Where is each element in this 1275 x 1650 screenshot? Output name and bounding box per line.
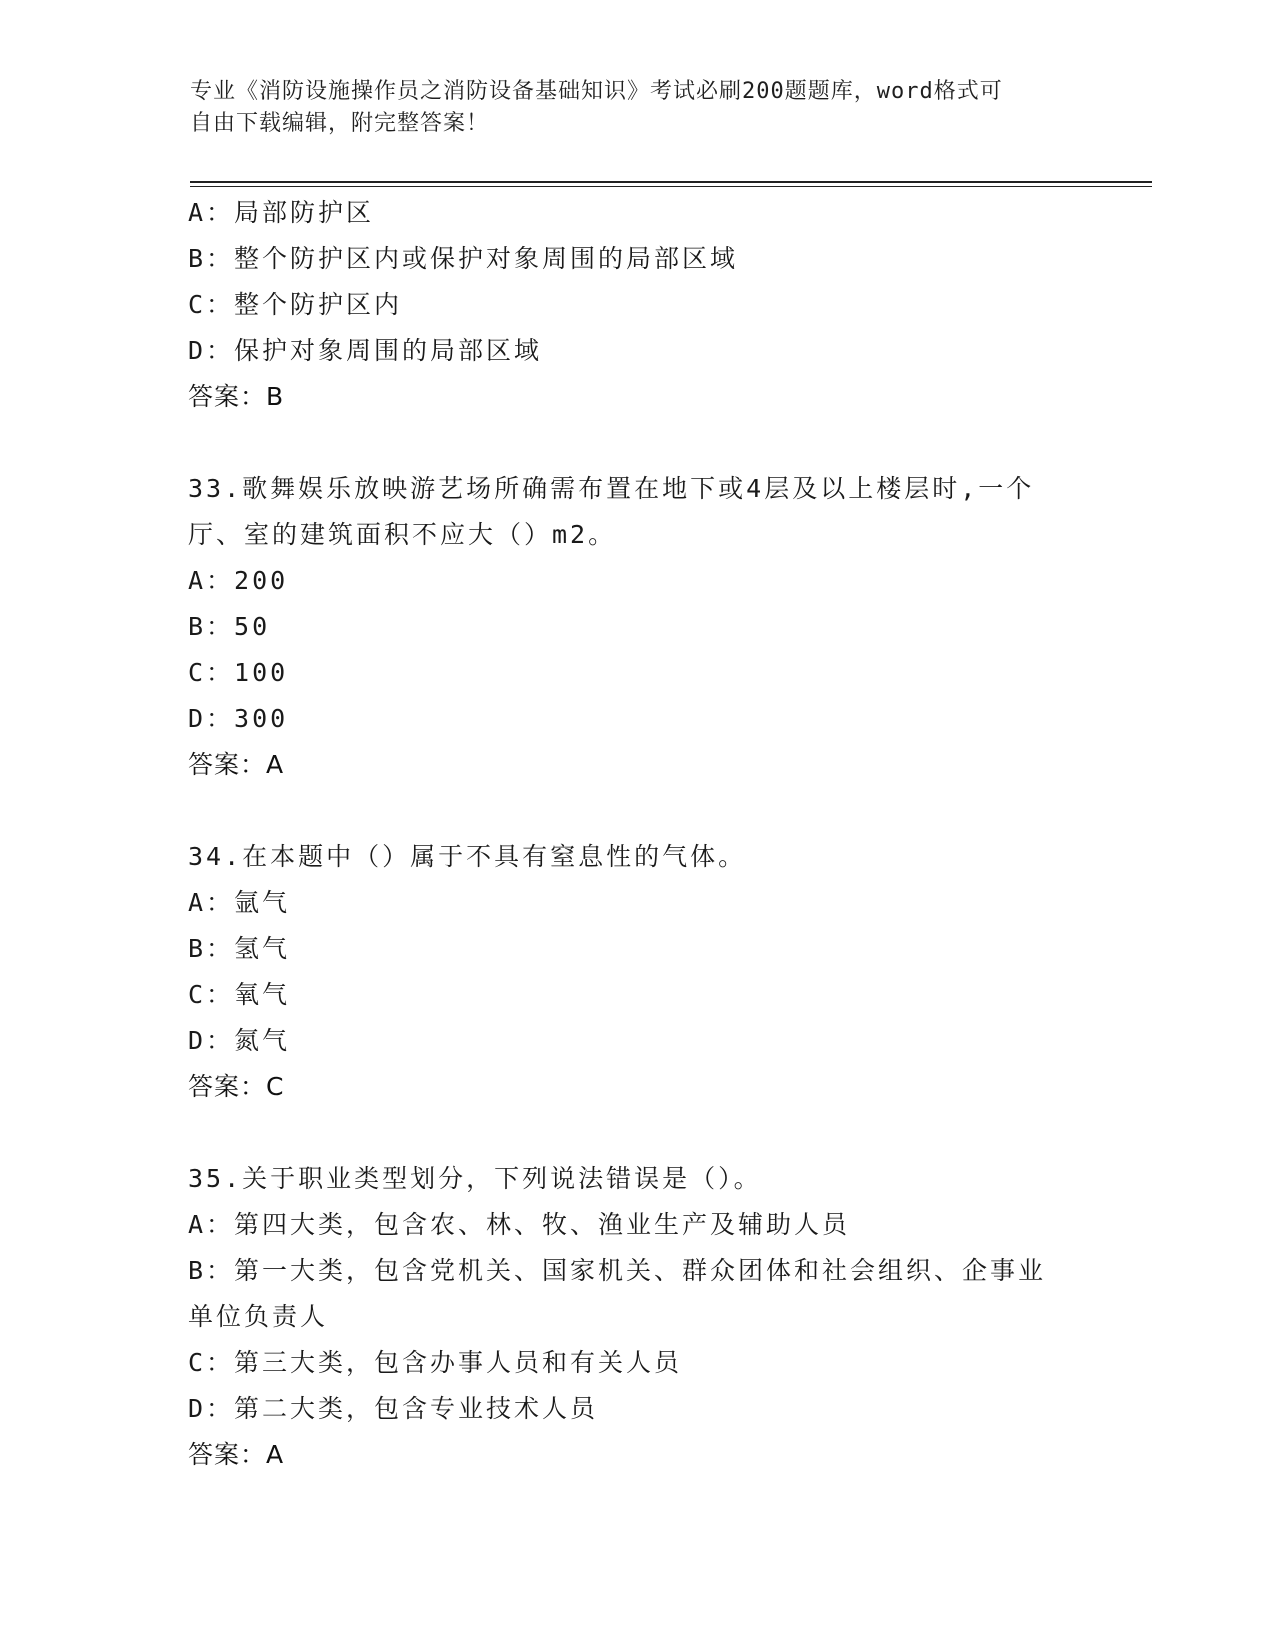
question-32 bbox=[188, 190, 1088, 420]
option-b: B：50 bbox=[188, 612, 271, 641]
option-b-continued: 单位负责人 bbox=[188, 1302, 329, 1331]
answer-line: 答案：A bbox=[188, 750, 285, 779]
option-c: C：第三大类，包含办事人员和有关人员 bbox=[188, 1348, 683, 1377]
option-b: B：氢气 bbox=[188, 934, 291, 963]
header-line-1: 专业《消防设施操作员之消防设备基础知识》考试必刷200题题库，word格式可 bbox=[190, 79, 1003, 104]
option-d: D：第二大类，包含专业技术人员 bbox=[188, 1394, 599, 1423]
question-stem: 33.歌舞娱乐放映游艺场所确需布置在地下或4层及以上楼层时,一个 bbox=[188, 474, 1035, 503]
question-spacer bbox=[188, 1110, 1088, 1156]
question-stem-continued: 厅、室的建筑面积不应大（）m2。 bbox=[188, 520, 617, 549]
option-b: B：第一大类，包含党机关、国家机关、群众团体和社会组织、企事业 bbox=[188, 1256, 1047, 1285]
question-stem: 34.在本题中（）属于不具有窒息性的气体。 bbox=[188, 842, 747, 871]
question-spacer bbox=[188, 788, 1088, 834]
option-c: C：氧气 bbox=[188, 980, 291, 1009]
question-spacer bbox=[188, 420, 1088, 466]
question-list bbox=[188, 190, 1088, 1478]
option-a: A：局部防护区 bbox=[188, 198, 375, 227]
option-d: D：保护对象周围的局部区域 bbox=[188, 336, 543, 365]
document-header bbox=[190, 76, 1070, 140]
answer-line: 答案：B bbox=[188, 382, 285, 411]
question-stem: 35.关于职业类型划分，下列说法错误是（）。 bbox=[188, 1164, 762, 1193]
question-35 bbox=[188, 1156, 1088, 1478]
answer-line: 答案：A bbox=[188, 1440, 285, 1469]
option-d: D：300 bbox=[188, 704, 289, 733]
option-a: A：氩气 bbox=[188, 888, 291, 917]
header-rule-thin bbox=[190, 186, 1152, 187]
header-line-2: 自由下载编辑，附完整答案！ bbox=[190, 111, 490, 136]
answer-line: 答案：C bbox=[188, 1072, 285, 1101]
option-a: A：第四大类，包含农、林、牧、渔业生产及辅助人员 bbox=[188, 1210, 851, 1239]
option-c: C：整个防护区内 bbox=[188, 290, 403, 319]
option-a: A：200 bbox=[188, 566, 289, 595]
option-b: B：整个防护区内或保护对象周围的局部区域 bbox=[188, 244, 739, 273]
question-34 bbox=[188, 834, 1088, 1110]
option-d: D：氮气 bbox=[188, 1026, 291, 1055]
option-c: C：100 bbox=[188, 658, 289, 687]
question-33 bbox=[188, 466, 1088, 788]
header-rule-thick bbox=[190, 181, 1152, 183]
